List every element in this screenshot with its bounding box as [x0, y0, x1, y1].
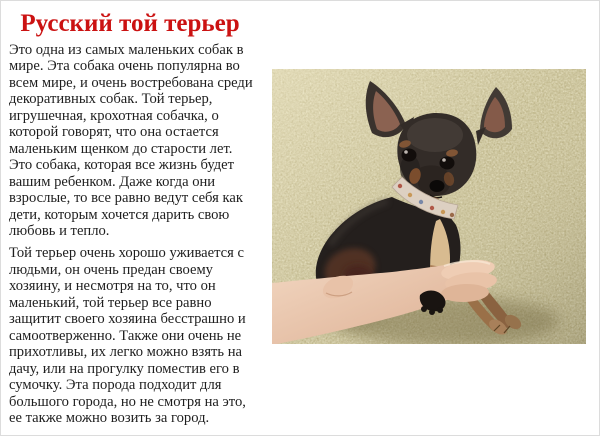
paragraph-1: Это одна из самых маленьких собак в мире. Эта собака очень популярна во всем мире, и очень востребована среди декоративных собак. Той терьер, игрушечная, крохотная собачка, о которой говорят, что она остается маленьким щенком до старости лет. Это собака, которая все жизнь будет вашим ребенком. Даже когда они взрослые, то все равно ведут себя как дети, которым хочется дарить свою любовь и тепло.: [9, 42, 253, 239]
left-eye: [402, 149, 417, 162]
page-title: Русский той терьер: [20, 10, 240, 37]
nose: [430, 180, 445, 192]
dog-photo: [272, 69, 586, 344]
paragraph-2: Той терьер очень хорошо уживается с людьми, он очень предан своему хозяину, и несмотря на то, что он маленький, той терьер все равно защитит своего хозяина бесстрашно и самоотверженно. Также они очень не прихотливы, их легко можно взять на дачу, или на прогулку поместив его в сумочку. Эта порода подходит для большого города, но не смотря на это, ее также можно возить за город.: [9, 245, 246, 426]
toy-terrier-puppy-on-palm-illustration: [272, 69, 586, 344]
text-column: [9, 42, 259, 432]
